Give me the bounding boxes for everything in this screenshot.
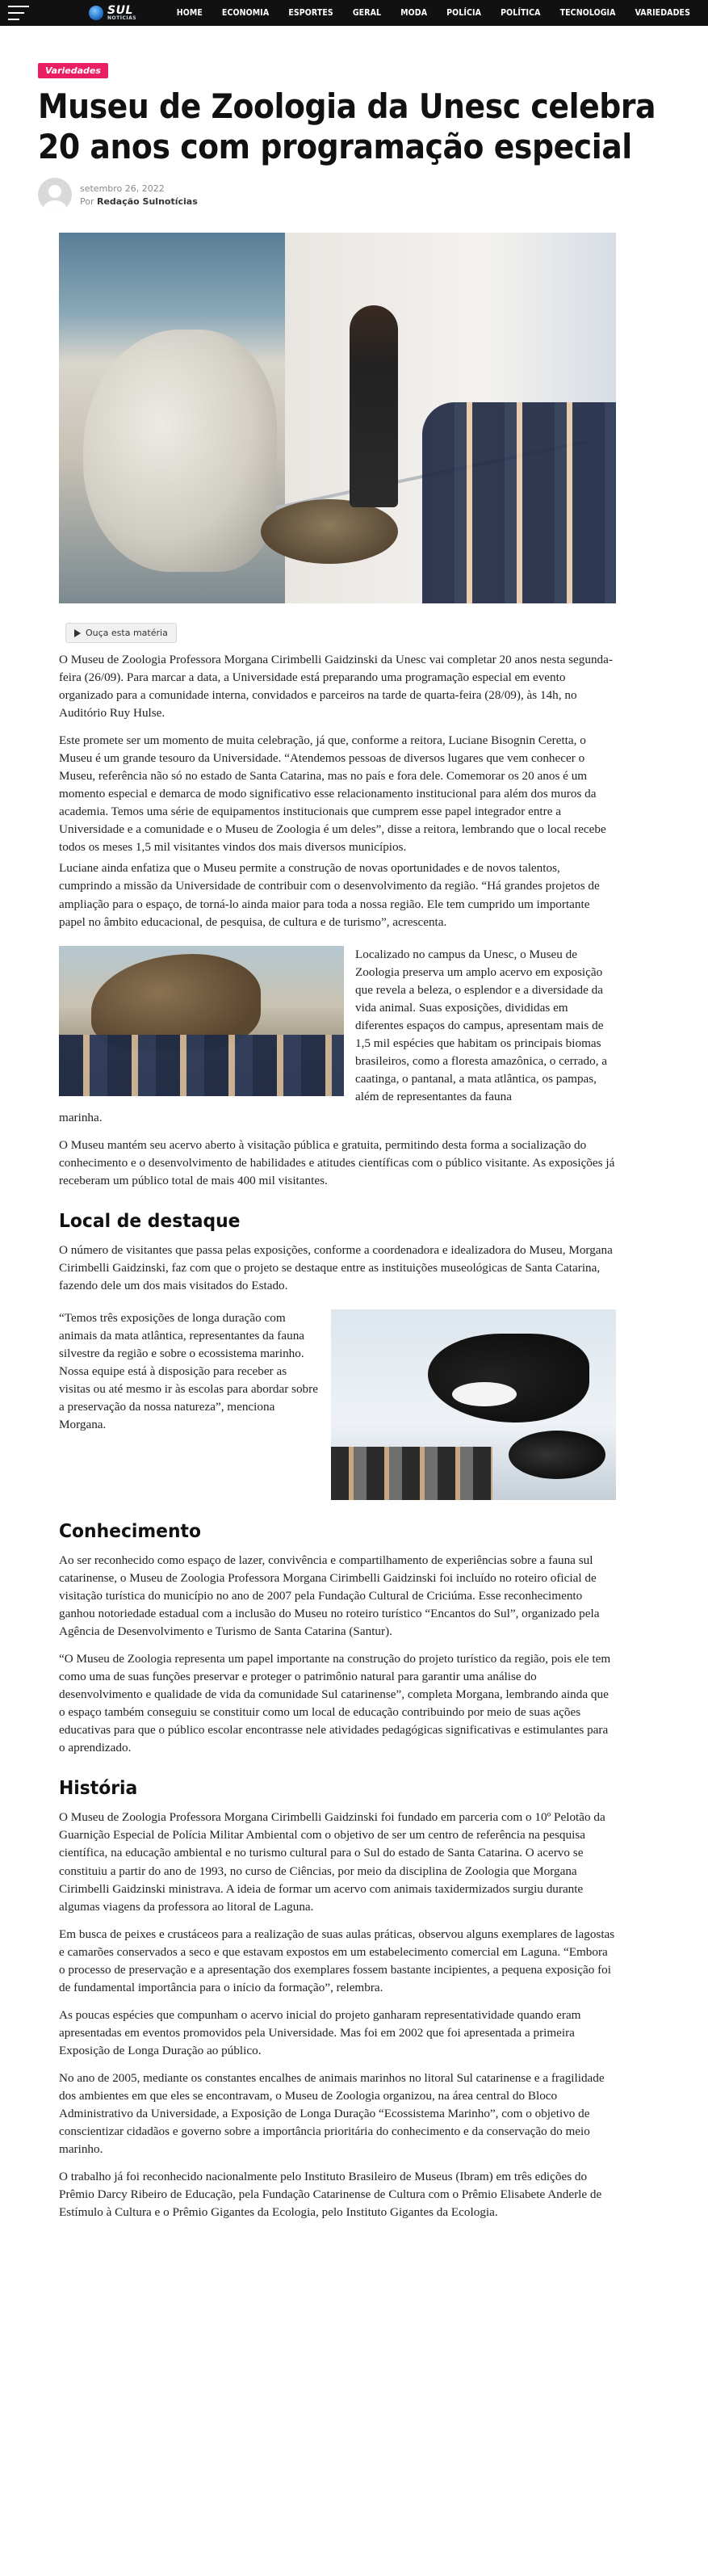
paragraph: Luciane ainda enfatiza que o Museu permite a construção de novas oportunidades e de novos talentos, cumprindo a missão da Universidade de contribuir com o desenvolvimento da região. “Há grandes projetos de ampliação para o espaço, de torná-lo ainda maior para toda a nossa região. Ele tem cumprido um importante papel no âmbito educacional, de pesquisa, de cultura e de turismo”, acrescenta.: [59, 861, 600, 929]
logo-globe-icon: [89, 6, 103, 20]
nav-item-esportes[interactable]: ESPORTES: [288, 8, 333, 18]
category-badge[interactable]: Variedades: [38, 63, 108, 78]
nav-item-geral[interactable]: GERAL: [352, 8, 382, 18]
nav-item-policia[interactable]: POLÍCIA: [446, 8, 482, 18]
dinosaur-exhibit-image: [59, 946, 344, 1096]
article-content: [59, 233, 616, 2221]
nav-item-moda[interactable]: MODA: [400, 8, 428, 18]
nav-item-tecnologia[interactable]: TECNOLOGIA: [559, 8, 616, 18]
logo-text-main: SUL: [107, 4, 133, 17]
paragraph: O Museu de Zoologia Professora Morgana Cirimbelli Gaidzinski da Unesc vai completar 20 anos nesta segunda-feira (26/09). Para marcar a data, a Universidade está preparando uma programação especial em evento organizado para a comunidade interna, convidados e parceiros na tarde de quarta-feira (28/09), às 14h, no Auditório Ruy Hulse.: [59, 653, 613, 721]
paragraph: No ano de 2005, mediante os constantes encalhes de animais marinhos no litoral Sul catarinense e a fragilidade dos ambientes em que eles se encontravam, o Museu de Zoologia organizou, na área central do Bloco Administrativo da Universidade, a Exposição de Longa Duração “Ecossistema Marinho”, com o objetivo de conscientizar cidadãos e governo sobre a importância prioritária do conhecimento e da conservação do meio marinho.: [59, 2070, 605, 2156]
paragraph: Em busca de peixes e crustáceos para a realização de suas aulas práticas, observou alguns exemplares de lagostas e camarões conservados a seco e que estavam expostos em um estabelecimento comercial em Laguna. “Embora o processo de preservação e a apresentação dos exemplares fossem bastante incipientes, a pequena exposição foi de fundamental importância para o início da formação”, relembra.: [59, 1927, 615, 1994]
paragraph: Este promete ser um momento de muita celebração, já que, conforme a reitora, Luciane Bisognin Ceretta, o Museu é um grande tesouro da Universidade. “Atendemos pessoas de diversos lugares que vem conhecer o Museu, referência não só no estado de Santa Catarina, mas no país e fora dele. Comemorar os 20 anos é um momento especial e demarca de modo significativo esse relacionamento institucional para além dos muros da academia. Temos uma série de equipamentos institucionais que cumprem esse papel integrador entre a Universidade e a comunidade e o Museu de Zoologia é um deles”, disse a reitora, lembrando que o local recebe todos os meses 1,5 mil visitantes vindos dos mais diversos municípios.: [59, 733, 606, 855]
paragraph: Ao ser reconhecido como espaço de lazer, convivência e compartilhamento de experiências sobre a fauna sul catarinense, o Museu de Zoologia Professora Morgana Cirimbelli Gaidzinski foi incluído no roteiro oficial de visitação turística do município no ano de 2007 pela Fundação Cultural de Criciúma. Esse reconhecimento ganhou notoriedade estadual com a inclusão do Museu no roteiro turístico “Encantos do Sul”, organizado pela Agência de Desenvolvimento e Turismo de Santa Catarina (Santur).: [59, 1553, 600, 1639]
article: [0, 26, 708, 2221]
listen-button[interactable]: [65, 623, 177, 643]
byline: [38, 178, 670, 212]
article-title: Museu de Zoologia da Unesc celebra 20 anos com programação especial: [38, 86, 656, 166]
nav-item-economia[interactable]: ECONOMIA: [221, 8, 270, 18]
section-heading-local: Local de destaque: [59, 1210, 241, 1232]
image-text-row: [59, 946, 616, 1106]
nav-item-politica[interactable]: POLÍTICA: [501, 8, 541, 18]
top-nav-bar: [0, 0, 708, 26]
author-name[interactable]: Redação Sulnotícias: [97, 195, 198, 207]
paragraph: O Museu mantém seu acervo aberto à visitação pública e gratuita, permitindo desta forma a socialização do conhecimento e o desenvolvimento de habilidades e atitudes científicas com o público visitante. As exposições já receberam um público total de mais 400 mil visitantes.: [59, 1137, 615, 1187]
paragraph: As poucas espécies que compunham o acervo inicial do projeto ganharam representatividade quando eram apresentadas em eventos promovidos pela Universidade. Mas foi em 2002 que foi apresentada a primeira Exposição de Longa Duração ao público.: [59, 2007, 581, 2057]
author-prefix: Por: [80, 195, 94, 207]
paragraph: “Temos três exposições de longa duração com animais da mata atlântica, representantes da fauna silvestre da região e sobre o ecossistema marinho. Nossa equipe está à disposição para receber as visitas ou até mesmo ir às escolas para abordar sobre a preservação da nossa natureza”, menciona Morgana.: [59, 1311, 318, 1432]
paragraph: “O Museu de Zoologia representa um papel importante na construção do projeto turístico da região, pois ele tem como uma de suas funções preservar e proteger o patrimônio natural para garantir uma análise do desenvolvimento e qualidade de vida da comunidade Sul catarinense”, completa Morgana, lembrando ainda que o espaço também conseguiu se constituir como um local de educação contribuindo por meio de suas ações educativas para que o público escolar encontrasse nele atividades pedagógicas significativas e estimulantes para o aprendizado.: [59, 1652, 611, 1755]
paragraph: O trabalho já foi reconhecido nacionalmente pelo Instituto Brasileiro de Museus (Ibram) em três edições do Prêmio Darcy Ribeiro de Educação, pela Fundação Catarinense de Cultura com o Prêmio Elisabete Anderle de Estímulo à Cultura e o Prêmio Gigantes da Ecologia, pelo Instituto Gigantes da Ecologia.: [59, 2169, 602, 2220]
site-logo[interactable]: [89, 5, 136, 21]
section-heading-conhecimento: Conhecimento: [59, 1521, 202, 1543]
menu-icon[interactable]: [8, 6, 31, 20]
logo-text-sub: NOTÍCIAS: [107, 15, 137, 21]
author-avatar[interactable]: [38, 178, 72, 212]
nav-item-home[interactable]: HOME: [176, 8, 203, 18]
listen-label: Ouça esta matéria: [86, 628, 168, 639]
paragraph: O Museu de Zoologia Professora Morgana Cirimbelli Gaidzinski foi fundado em parceria com o 10º Pelotão da Guarnição Especial de Polícia Militar Ambiental com o objetivo de ser um centro de referência na pesquisa científica, na educação ambiental e no turismo cultural para o Sul do estado de Santa Catarina. O acervo se constituiu a partir do ano de 1993, no curso de Ciências, por meio da disciplina de Zoologia que Morgana Cirimbelli Gaidzinski ministrava. A ideia de formar um acervo com animais taxidermizados surgiu durante algumas viagens da professora ao litoral de Laguna.: [59, 1810, 605, 1914]
nav-item-variedades[interactable]: VARIEDADES: [635, 8, 690, 18]
marine-exhibit-image: [331, 1309, 616, 1500]
paragraph: marinha.: [59, 1110, 103, 1124]
play-icon: [74, 629, 81, 637]
author-line: [80, 196, 198, 207]
text-image-row: [59, 1309, 616, 1500]
main-nav: [167, 8, 700, 18]
paragraph: Localizado no campus da Unesc, o Museu de Zoologia preserva um amplo acervo em exposição que revela a beleza, o esplendor e a diversidade da vida animal. Suas exposições, divididas em diferentes espaços do campus, apresentam mais de 1,5 mil espécies que habitam os principais biomas brasileiros, como a floresta amazônica, o cerrado, a caatinga, o pantanal, a mata atlântica, os pampas, além de representantes da fauna: [355, 947, 608, 1103]
publish-date: setembro 26, 2022: [80, 183, 165, 194]
hero-image: [59, 233, 616, 603]
paragraph: O número de visitantes que passa pelas exposições, conforme a coordenadora e idealizadora do Museu, Morgana Cirimbelli Gaidzinski, faz com que o projeto se destaque entre as instituições museológicas de Santa Catarina, fazendo dele um dos mais visitados do Estado.: [59, 1242, 613, 1293]
section-heading-historia: História: [59, 1778, 138, 1800]
